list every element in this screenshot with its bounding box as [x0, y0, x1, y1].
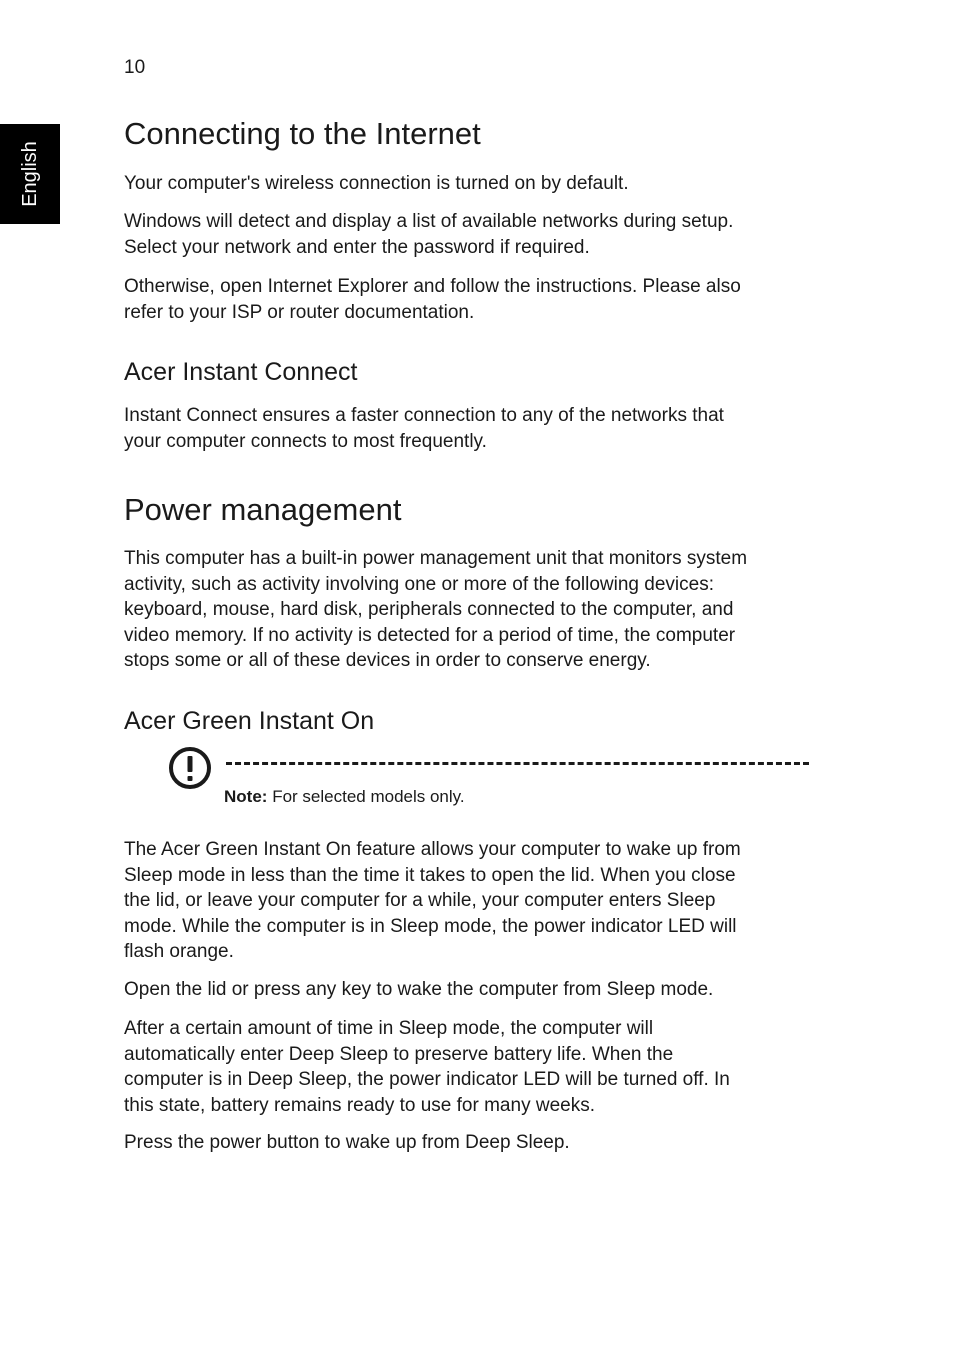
subsection-title-green-instant-on: Acer Green Instant On	[124, 707, 375, 735]
note-text: For selected models only.	[272, 787, 465, 806]
power-paragraph: This computer has a built-in power management unit that monitors system activity, such as activity involving one or more of the following devices: keyboard, mouse, hard disk, peripherals connected to the computer, and video memory. If no activity is detected for a period of time, the computer stops some or all of these devices in order to conserve energy.	[124, 548, 748, 671]
internet-paragraph-3: Otherwise, open Internet Explorer and follow the instructions. Please also refer to your ISP or router documentation.	[124, 276, 741, 323]
exclamation-circle-icon	[168, 746, 214, 792]
green-instant-on-paragraph-4: Press the power button to wake up from Deep Sleep.	[124, 1132, 570, 1153]
internet-paragraph-2: Windows will detect and display a list of available networks during setup. Select your network and enter the password if required.	[124, 211, 734, 258]
green-instant-on-paragraph-1: The Acer Green Instant On feature allows your computer to wake up from Sleep mode in less than the time it takes to open the lid. When you close the lid, or leave your computer for a while, your computer enters Sleep mode. While the computer is in Sleep mode, the power indicator LED will flash orange.	[124, 839, 741, 962]
instant-connect-paragraph: Instant Connect ensures a faster connection to any of the networks that your computer connects to most frequently.	[124, 405, 724, 452]
internet-paragraph-1: Your computer's wireless connection is turned on by default.	[124, 173, 629, 194]
note-divider	[226, 762, 809, 765]
section-title-internet: Connecting to the Internet	[124, 116, 481, 151]
language-tab-label: English	[19, 141, 41, 207]
green-instant-on-paragraph-2: Open the lid or press any key to wake the computer from Sleep mode.	[124, 979, 714, 1000]
subsection-title-instant-connect: Acer Instant Connect	[124, 358, 358, 386]
section-title-power: Power management	[124, 492, 402, 527]
page-number: 10	[124, 57, 146, 78]
language-tab	[0, 124, 60, 224]
note	[224, 786, 465, 808]
green-instant-on-paragraph-3: After a certain amount of time in Sleep mode, the computer will automatically enter Deep Sleep to preserve battery life. When the computer is in Deep Sleep, the power indicator LED will be turned off. In this state, battery remains ready to use for many weeks.	[124, 1018, 730, 1116]
note-label: Note:	[224, 787, 268, 806]
